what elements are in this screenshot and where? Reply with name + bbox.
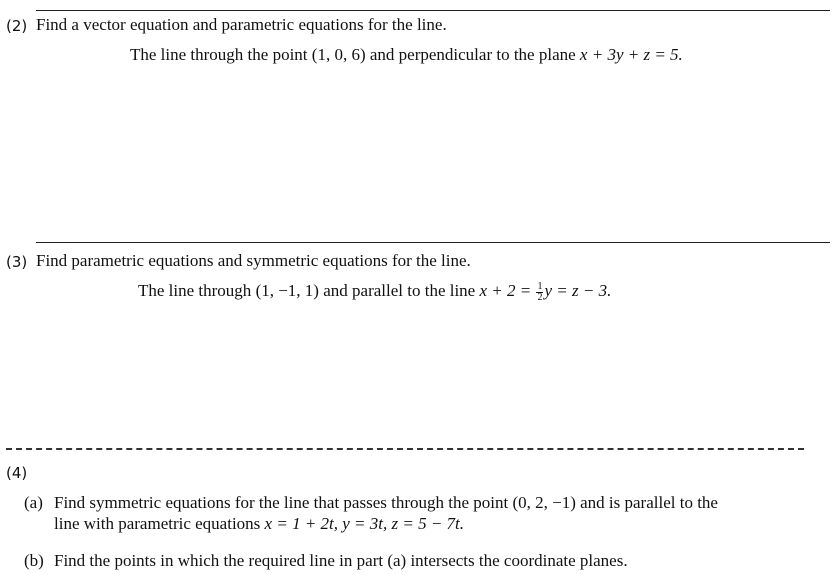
part-a-point: (0, 2, −1) (512, 493, 576, 512)
part-a-text-1: Find symmetric equations for the line that passes through the point (54, 493, 513, 512)
part-a-parametric-equations: x = 1 + 2t, y = 3t, z = 5 − 7t. (264, 514, 465, 533)
problem-4-number: (4) (6, 464, 28, 482)
part-a-text-3: line with parametric equations (54, 514, 265, 533)
problem-3-rule (36, 242, 830, 243)
problem-2-plane-equation: x + 3y + z = 5. (579, 45, 683, 64)
part-b-text: Find the points in which the required line in part (a) intersects the coordinate planes. (54, 551, 628, 570)
problem-2-statement (130, 45, 683, 65)
problem-3-number: (3) (6, 253, 28, 271)
part-a-text-2: and is parallel to the (575, 493, 718, 512)
problem-3-statement-mid: and parallel to the line (318, 281, 480, 300)
problem-3-statement (138, 281, 611, 303)
part-b-label: (b) (24, 551, 44, 570)
problem-2-number: (2) (6, 17, 28, 35)
problem-4-dashed-rule (6, 448, 804, 450)
problem-3-line-eq-right: y = z − 3. (544, 281, 612, 300)
one-half-fraction (536, 282, 543, 303)
problem-2-statement-mid: and perpendicular to the plane (365, 45, 580, 64)
top-rule (36, 10, 830, 11)
part-a-line-1 (54, 493, 718, 513)
problem-2-statement-text: The line through the point (130, 45, 312, 64)
part-a-label: (a) (24, 493, 43, 512)
problem-3-point: (1, −1, 1) (255, 281, 319, 300)
problem-3-prompt: Find parametric equations and symmetric equations for the line. (36, 251, 471, 270)
problem-2-point: (1, 0, 6) (311, 45, 366, 64)
fraction-numerator: 1 (537, 281, 543, 292)
fraction-denominator: 2 (537, 292, 543, 303)
problem-3-statement-text: The line through (138, 281, 256, 300)
part-a-line-2 (54, 514, 464, 534)
problem-2-prompt: Find a vector equation and parametric equations for the line. (36, 15, 447, 34)
problem-3-line-eq-left: x + 2 = (479, 281, 536, 300)
